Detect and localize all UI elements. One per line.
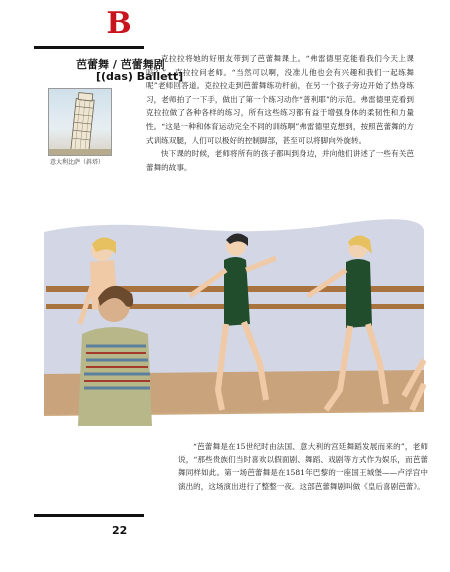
page-number: 22: [112, 524, 128, 537]
article-bottom-text: [178, 440, 428, 493]
ballet-class-illustration: [40, 214, 426, 426]
header-rule: [34, 46, 144, 49]
section-letter: B: [106, 6, 132, 41]
paragraph: “芭蕾舞是在15世纪时由法国、意大利的宫廷舞蹈发展而来的”，老师说，“那些贵族们当时喜欢以假面剧、舞蹈、戏剧等方式作为娱乐，而芭蕾舞同样如此。第一场芭蕾舞是在1581年巴黎的一座国王城堡——卢浮宫中演出的，这场演出进行了整整一夜。这部芭蕾舞剧叫做《皇后喜剧芭蕾》。: [178, 442, 428, 491]
article-top-text: [146, 52, 414, 174]
leaning-tower-thumbnail: [48, 88, 112, 156]
leaning-tower-icon: [49, 89, 111, 155]
paragraph: 克拉拉将她的好朋友带到了芭蕾舞课上。“弗雷德里克能看我们今天上课吗？”，克拉拉问老师。“当然可以啊，没准儿他也会有兴趣和我们一起练舞呢”老师回答道。克拉拉走到芭蕾舞练功杆前，在另一个孩子旁边开始了热身练习，老师拍了一下手，做出了第一个练习动作“普利耶”的示范。弗雷德里克看到克拉拉做了各种各样的练习，所有这些练习都有益于增强身体的柔韧性和力量性。“这是一种和体育运动完全不同的训练啊”弗雷德里克想到，按照芭蕾舞的方式训练双腿，人们可以极好的控制脚部，甚至可以将脚向外旋转。: [146, 54, 414, 145]
footer-rule: [34, 514, 144, 517]
thumbnail-caption: 意大利比萨（斜塔）: [50, 159, 105, 166]
paragraph: 快下课的时候，老师将所有的孩子都叫到身边，并向他们讲述了一些有关芭蕾舞的故事。: [146, 149, 414, 172]
entry-title-german: [(das) Ballett]: [96, 70, 184, 83]
entry-title-chinese: 芭蕾舞 / 芭蕾舞剧: [76, 58, 165, 71]
